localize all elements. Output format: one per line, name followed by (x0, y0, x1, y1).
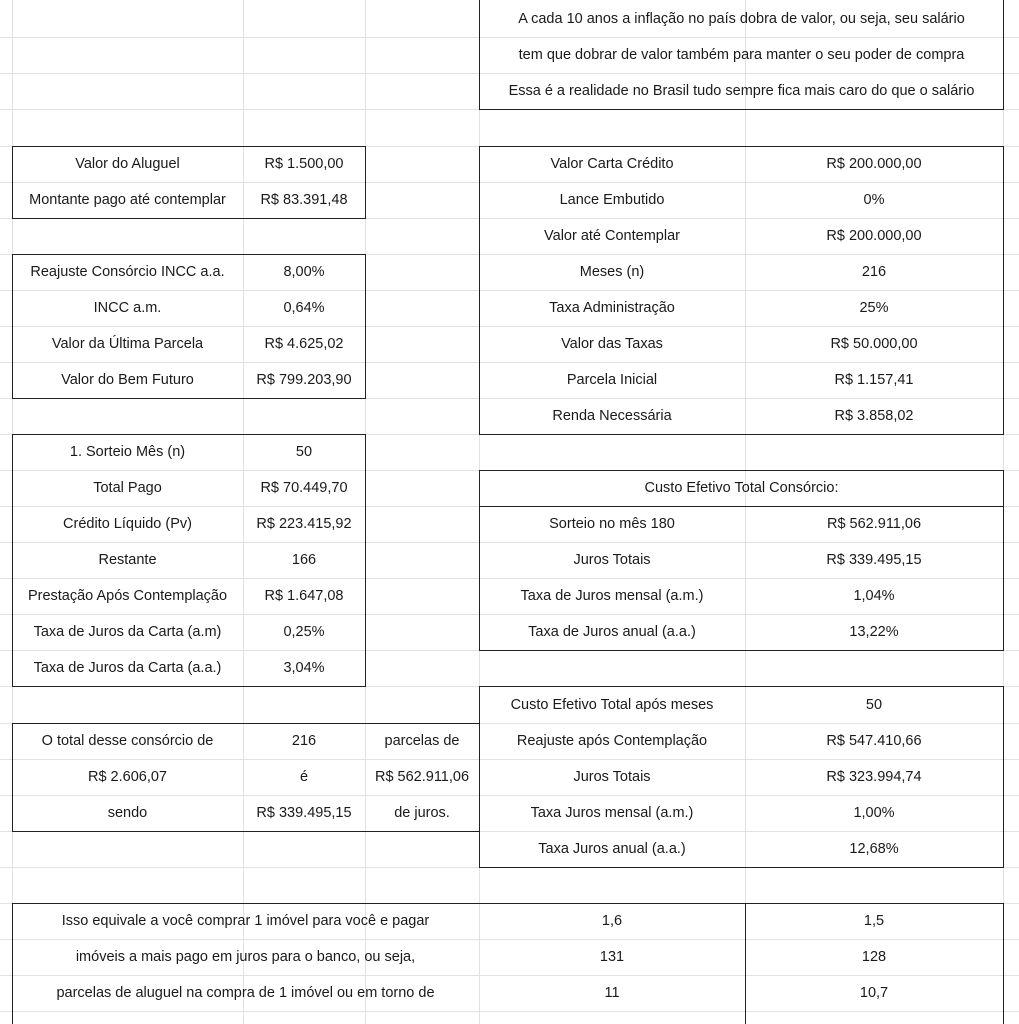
cell-value[interactable]: R$ 83.391,48 (260, 191, 348, 208)
cell-label[interactable]: Lance Embutido (559, 191, 665, 208)
cell-value[interactable]: 3,04% (283, 659, 325, 676)
summary-cell[interactable]: 216 (291, 732, 317, 749)
equiv-text[interactable]: imóveis a mais pago em juros para o banco, ou seja, (75, 948, 416, 965)
cell-value[interactable]: R$ 1.647,08 (264, 587, 344, 604)
cell-value[interactable]: R$ 4.625,02 (264, 335, 344, 352)
cell-label[interactable]: Valor das Taxas (561, 335, 663, 352)
cet-header[interactable]: Custo Efetivo Total Consórcio: (644, 479, 839, 496)
cell-value[interactable]: 8,00% (283, 263, 325, 280)
cell-label[interactable]: Juros Totais (573, 551, 651, 568)
cell-value[interactable]: R$ 200.000,00 (826, 155, 922, 172)
cell-value[interactable]: R$ 1.157,41 (834, 371, 914, 388)
cell-value[interactable]: R$ 339.495,15 (826, 551, 922, 568)
cell-label[interactable]: Custo Efetivo Total após meses (510, 696, 714, 713)
cell-label[interactable]: Sorteio no mês 180 (549, 515, 675, 532)
equiv-value-1[interactable]: 11 (604, 984, 620, 1001)
cell-value[interactable]: 166 (291, 551, 317, 568)
summary-cell[interactable]: O total desse consórcio de (41, 732, 214, 749)
equiv-value-2[interactable]: 1,5 (863, 912, 885, 929)
summary-cell[interactable]: é (299, 768, 309, 785)
equiv-value-1[interactable]: 1,6 (601, 912, 623, 929)
cell-value[interactable]: 25% (859, 299, 889, 316)
cell-value[interactable]: R$ 223.415,92 (256, 515, 352, 532)
cell-value[interactable]: R$ 799.203,90 (256, 371, 352, 388)
equiv-value-2[interactable]: 128 (861, 948, 887, 965)
cell-label[interactable]: Montante pago até contemplar (29, 191, 226, 208)
cell-label[interactable]: Valor da Última Parcela (51, 335, 204, 352)
cell-value[interactable]: 50 (295, 443, 313, 460)
cell-value[interactable]: R$ 323.994,74 (826, 768, 922, 785)
cell-value[interactable]: 12,68% (849, 840, 899, 857)
cell-value[interactable]: 0,64% (283, 299, 325, 316)
cell-label[interactable]: Valor do Aluguel (75, 155, 180, 172)
cell-label[interactable]: Taxa Juros anual (a.a.) (538, 840, 686, 857)
cell-label[interactable]: Taxa de Juros anual (a.a.) (528, 623, 696, 640)
cell-label[interactable]: Restante (98, 551, 157, 568)
cell-value[interactable]: R$ 200.000,00 (826, 227, 922, 244)
summary-cell[interactable]: R$ 339.495,15 (256, 804, 352, 821)
cell-label[interactable]: INCC a.m. (93, 299, 162, 316)
cell-value[interactable]: 216 (861, 263, 887, 280)
cell-value[interactable]: 1,00% (853, 804, 895, 821)
equiv-text[interactable]: parcelas de aluguel na compra de 1 imóvel ou em torno de (56, 984, 435, 1001)
cell-value[interactable]: R$ 562.911,06 (826, 515, 922, 532)
cell-label[interactable]: Parcela Inicial (566, 371, 658, 388)
cell-value[interactable]: R$ 50.000,00 (830, 335, 918, 352)
cell-value[interactable]: 0% (863, 191, 885, 208)
summary-cell[interactable]: R$ 562.911,06 (374, 768, 470, 785)
cell-label[interactable]: 1. Sorteio Mês (n) (69, 443, 186, 460)
summary-cell[interactable]: de juros. (394, 804, 450, 821)
cell-label[interactable]: Taxa Administração (549, 299, 675, 316)
cell-label[interactable]: Crédito Líquido (Pv) (63, 515, 192, 532)
cell-label[interactable]: Valor Carta Crédito (550, 155, 674, 172)
cell-value[interactable]: 1,04% (853, 587, 895, 604)
cell-label[interactable]: Taxa de Juros da Carta (a.a.) (33, 659, 222, 676)
cell-value[interactable]: R$ 70.449,70 (260, 479, 348, 496)
notice-line: Essa é a realidade no Brasil tudo sempre fica mais caro do que o salário (508, 82, 975, 99)
cell-value[interactable]: R$ 1.500,00 (264, 155, 344, 172)
cell-value[interactable]: 50 (865, 696, 883, 713)
notice-line: tem que dobrar de valor também para manter o seu poder de compra (518, 46, 965, 63)
cell-label[interactable]: Taxa Juros mensal (a.m.) (530, 804, 694, 821)
summary-cell[interactable]: parcelas de (384, 732, 460, 749)
cell-label[interactable]: Taxa de Juros da Carta (a.m) (33, 623, 222, 640)
cell-label[interactable]: Valor até Contemplar (544, 227, 680, 244)
equiv-value-1[interactable]: 131 (599, 948, 625, 965)
cell-label[interactable]: Total Pago (93, 479, 162, 496)
cell-value[interactable]: R$ 547.410,66 (826, 732, 922, 749)
cell-value[interactable]: 0,25% (283, 623, 325, 640)
equiv-text[interactable]: Isso equivale a você comprar 1 imóvel para você e pagar (61, 912, 430, 929)
summary-cell[interactable]: sendo (107, 804, 148, 821)
cell-label[interactable]: Taxa de Juros mensal (a.m.) (520, 587, 704, 604)
cell-label[interactable]: Renda Necessária (552, 407, 672, 424)
cell-label[interactable]: Prestação Após Contemplação (27, 587, 228, 604)
cell-label[interactable]: Reajuste Consórcio INCC a.a. (30, 263, 225, 280)
cell-value[interactable]: 13,22% (849, 623, 899, 640)
cell-label[interactable]: Juros Totais (573, 768, 651, 785)
cell-label[interactable]: Valor do Bem Futuro (61, 371, 194, 388)
equiv-value-2[interactable]: 10,7 (859, 984, 889, 1001)
cell-label[interactable]: Meses (n) (579, 263, 645, 280)
cell-label[interactable]: Reajuste após Contemplação (516, 732, 708, 749)
summary-cell[interactable]: R$ 2.606,07 (87, 768, 167, 785)
cell-value[interactable]: R$ 3.858,02 (834, 407, 914, 424)
notice-line: A cada 10 anos a inflação no país dobra de valor, ou seja, seu salário (518, 10, 965, 27)
